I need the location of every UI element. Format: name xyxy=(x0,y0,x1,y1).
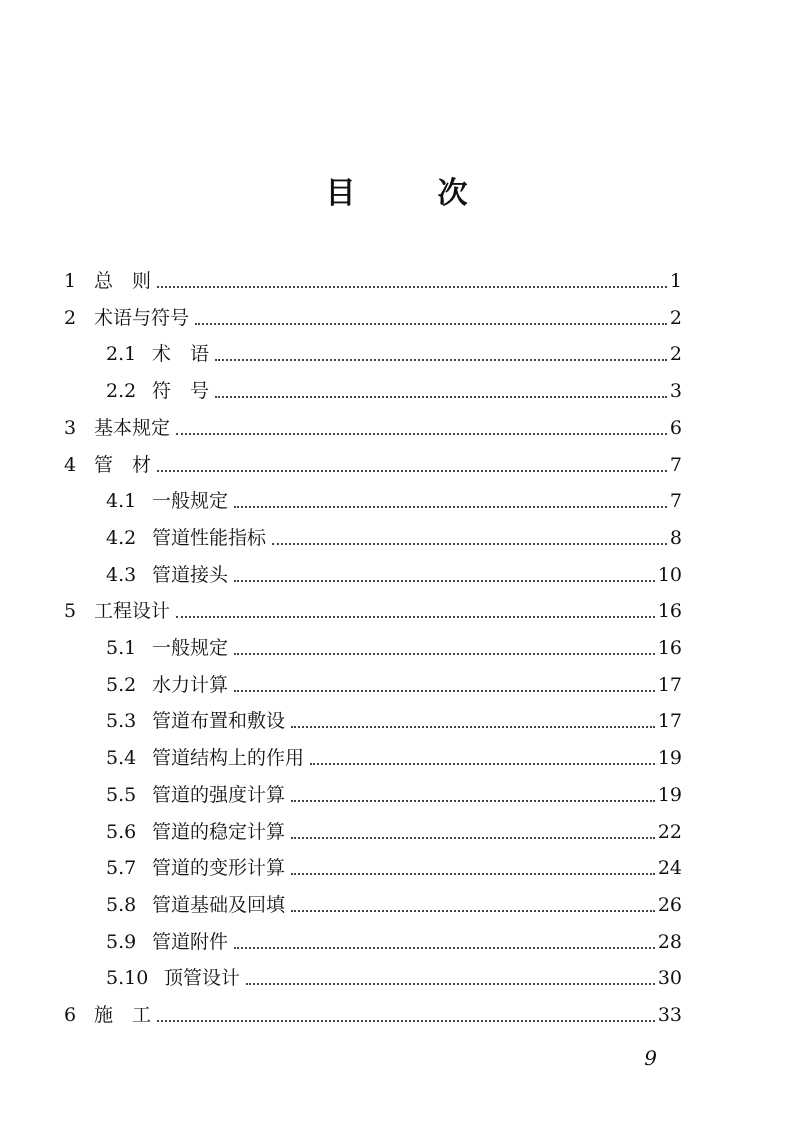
dot-leader xyxy=(234,690,655,692)
toc-entry-page: 2 xyxy=(669,343,682,366)
dot-leader xyxy=(215,359,667,361)
toc-entry-page: 26 xyxy=(657,893,682,916)
toc-entry-number: 5.1 xyxy=(106,637,137,659)
toc-entry-title: 管道接头 xyxy=(152,563,229,586)
dot-leader xyxy=(310,763,655,765)
toc-entry-number: 2.1 xyxy=(106,343,137,366)
dot-leader xyxy=(291,910,655,912)
toc-entry-page: 16 xyxy=(657,600,682,623)
toc-entry-number: 4 xyxy=(64,453,77,476)
dot-leader xyxy=(157,286,667,288)
toc-entry-number: 5.5 xyxy=(106,783,137,806)
toc-entry-title: 管 材 xyxy=(94,453,152,476)
toc-entry-number: 5.10 xyxy=(106,967,149,990)
toc-entry-page: 7 xyxy=(669,490,682,513)
toc-entry-number: 4.3 xyxy=(106,563,137,586)
dot-leader xyxy=(291,873,655,875)
dot-leader xyxy=(176,433,667,435)
toc-entry-number: 5.6 xyxy=(106,820,137,843)
toc-entry[interactable] xyxy=(106,777,682,813)
toc-entry-number: 5.8 xyxy=(106,893,137,916)
toc-entry-page: 30 xyxy=(657,967,682,990)
toc-entry-title: 术语与符号 xyxy=(94,306,190,329)
toc-entry-title: 管道附件 xyxy=(152,930,229,953)
page-title: 目 次 xyxy=(325,176,494,211)
toc-entry-title: 管道基础及回填 xyxy=(152,893,286,916)
toc-entry-title: 一般规定 xyxy=(152,637,229,659)
dot-leader xyxy=(176,616,655,618)
toc-entry[interactable] xyxy=(106,557,682,593)
toc-entry-title: 管道布置和敷设 xyxy=(152,710,286,733)
toc-entry-number: 2.2 xyxy=(106,380,137,403)
toc-entry-page: 16 xyxy=(657,637,682,659)
toc-entry-page: 17 xyxy=(657,710,682,733)
toc-entry-page: 7 xyxy=(669,453,682,476)
toc-entry[interactable] xyxy=(106,703,682,739)
toc-entry-number: 5.4 xyxy=(106,747,137,770)
toc-entry[interactable] xyxy=(106,483,682,519)
toc-entry-title: 总 则 xyxy=(94,270,152,292)
toc-entry-page: 19 xyxy=(657,747,682,770)
dot-leader xyxy=(157,1020,655,1022)
toc-entry[interactable] xyxy=(64,997,682,1033)
toc-entry-title: 一般规定 xyxy=(152,490,229,513)
dot-leader xyxy=(246,983,655,985)
dot-leader xyxy=(291,837,655,839)
toc-entry-page: 1 xyxy=(669,270,682,292)
toc-entry[interactable] xyxy=(106,814,682,850)
toc-entry-number: 5.3 xyxy=(106,710,137,733)
toc-entry[interactable] xyxy=(106,960,682,996)
toc-entry-page: 24 xyxy=(657,857,682,880)
toc-entry-number: 5.9 xyxy=(106,930,137,953)
toc-entry[interactable] xyxy=(106,887,682,923)
toc-entry[interactable] xyxy=(64,410,682,446)
toc-entry-page: 6 xyxy=(669,416,682,439)
toc-entry-number: 1 xyxy=(64,270,77,292)
toc-entry-title: 水力计算 xyxy=(152,673,229,696)
toc-entry-page: 10 xyxy=(657,563,682,586)
toc-entry[interactable] xyxy=(64,300,682,336)
toc-entry-title: 施 工 xyxy=(94,1004,152,1026)
dot-leader xyxy=(195,323,667,325)
toc-entry-page: 3 xyxy=(669,380,682,403)
toc-entry-title: 管道性能指标 xyxy=(152,526,267,549)
toc-entry-title: 工程设计 xyxy=(94,600,171,623)
toc-entry-title: 管道结构上的作用 xyxy=(152,747,305,770)
toc-entry[interactable] xyxy=(106,630,682,666)
toc-entry-title: 管道的变形计算 xyxy=(152,857,286,880)
toc-entry-page: 22 xyxy=(657,820,682,843)
toc-entry-title: 术 语 xyxy=(152,343,210,366)
page-number: 9 xyxy=(644,1046,657,1070)
dot-leader xyxy=(291,800,655,802)
toc-entry-page: 17 xyxy=(657,673,682,696)
toc-entry[interactable] xyxy=(64,447,682,483)
toc-entry-number: 5.2 xyxy=(106,673,137,696)
toc-entry-page: 8 xyxy=(669,526,682,549)
toc-entry[interactable] xyxy=(64,263,682,299)
dot-leader xyxy=(234,580,655,582)
toc-entry[interactable] xyxy=(106,740,682,776)
toc-entry-title: 管道的稳定计算 xyxy=(152,820,286,843)
toc-entry-title: 基本规定 xyxy=(94,416,171,439)
toc-entry[interactable] xyxy=(106,924,682,960)
toc-entry-page: 19 xyxy=(657,783,682,806)
toc-entry-number: 2 xyxy=(64,306,77,329)
dot-leader xyxy=(215,396,667,398)
dot-leader xyxy=(157,470,667,472)
toc-entry-number: 4.1 xyxy=(106,490,137,513)
toc-entry-title: 顶管设计 xyxy=(164,967,241,990)
toc-entry-page: 28 xyxy=(657,930,682,953)
toc-entry-number: 5.7 xyxy=(106,857,137,880)
toc-entry[interactable] xyxy=(106,520,682,556)
toc-entry-title: 符 号 xyxy=(152,380,210,403)
toc-entry[interactable] xyxy=(106,336,682,372)
toc-entry[interactable] xyxy=(64,593,682,629)
dot-leader xyxy=(234,506,667,508)
toc-entry[interactable] xyxy=(106,667,682,703)
dot-leader xyxy=(234,947,655,949)
toc-entry-number: 5 xyxy=(64,600,77,623)
toc-entry[interactable] xyxy=(106,850,682,886)
dot-leader xyxy=(291,726,655,728)
toc-entry-number: 6 xyxy=(64,1004,77,1026)
toc-entry-page: 2 xyxy=(669,306,682,329)
toc-entry-title: 管道的强度计算 xyxy=(152,783,286,806)
toc-entry-number: 3 xyxy=(64,416,77,439)
dot-leader xyxy=(272,543,667,545)
dot-leader xyxy=(234,653,655,655)
toc-entry[interactable] xyxy=(106,373,682,409)
toc-entry-page: 33 xyxy=(657,1004,682,1026)
toc-entry-number: 4.2 xyxy=(106,526,137,549)
